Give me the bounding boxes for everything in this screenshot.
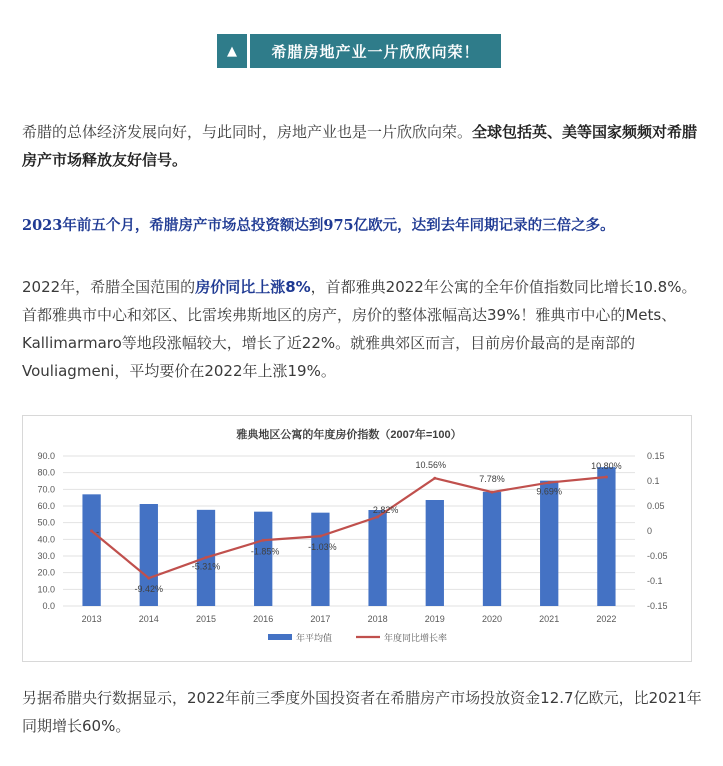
data-label: -1.03% (308, 542, 337, 553)
growth-rate-line (92, 477, 607, 578)
x-tick-label: 2019 (424, 614, 445, 624)
price-text-b: ，首都雅典2022年公寓的全年价值指数同比增长10.8%。首都雅典市中心和郊区、比雷埃弗斯地区的房产，房价的整体涨幅高达39%！雅典市中心的Mets、Kallimarmaro等地段涨幅较大，增长了近22%。就雅典郊区而言，目前房价最高的是南部的Vouliagmeni，平均要价在2022年上涨19%。 (22, 278, 697, 380)
data-label: 10.56% (415, 460, 447, 471)
intro-text: 希腊的总体经济发展向好，与此同时，房地产业也是一片欣欣向荣。 (22, 123, 473, 141)
growth-point-2020 (491, 491, 494, 494)
x-tick-label: 2020 (481, 614, 503, 624)
growth-point-2022 (605, 476, 608, 479)
y-tick-label: 0.0 (42, 601, 55, 611)
growth-point-2021 (548, 481, 551, 484)
y2-tick-label: 0 (647, 526, 653, 536)
y-tick-label: 40.0 (37, 534, 55, 545)
legend-line-label: 年度同比增长率 (384, 633, 448, 643)
bar-2021 (540, 481, 558, 606)
growth-point-2017 (319, 535, 322, 538)
paragraph-price-growth (22, 273, 702, 385)
y2-tick-label: -0.05 (647, 551, 668, 561)
bar-2020 (483, 492, 501, 606)
bar-2018 (368, 510, 386, 606)
y-tick-label: 10.0 (37, 584, 55, 595)
x-tick-label: 2018 (367, 614, 388, 624)
y-tick-label: 50.0 (37, 517, 55, 528)
data-label: -9.42% (134, 584, 164, 595)
x-tick-label: 2013 (81, 614, 102, 624)
growth-point-2015 (205, 556, 208, 559)
x-tick-label: 2015 (195, 614, 217, 624)
y2-tick-label: 0.15 (647, 451, 665, 461)
data-label: - (96, 527, 100, 537)
paragraph-foreign-investment: 另据希腊央行数据显示，2022年前三季度外国投资者在希腊房产市场投放资金12.7亿欧元，比2021年同期增长60%。 (22, 689, 702, 735)
y2-tick-label: -0.1 (647, 576, 663, 586)
growth-point-2014 (147, 577, 150, 580)
x-tick-label: 2022 (596, 614, 617, 624)
triangle-up-icon: ▲ (217, 34, 247, 68)
data-label: 7.78% (479, 474, 505, 485)
intro-bold-text: 全球包括英、美等国家频频对希腊房产市场释放友好信号。 (22, 123, 698, 169)
price-text-a: 2022年，希腊全国范围的 (22, 278, 196, 296)
legend-bar-swatch (268, 634, 292, 640)
x-tick-label: 2016 (253, 614, 274, 624)
section-banner (217, 34, 501, 68)
bar-2013 (82, 494, 100, 606)
growth-point-2019 (433, 477, 436, 480)
chart-svg (23, 416, 691, 661)
chart-title: 雅典地区公寓的年度房价指数（2007年=100） (236, 429, 462, 441)
y-tick-label: 60.0 (37, 501, 55, 511)
bar-2017 (311, 513, 329, 606)
paragraph-intro (22, 118, 702, 174)
bar-2016 (254, 512, 272, 606)
growth-point-2018 (376, 515, 379, 518)
y-tick-label: 80.0 (37, 467, 55, 478)
x-tick-label: 2021 (539, 614, 560, 624)
data-label: -1.85% (250, 546, 280, 557)
data-label: 2.82% (372, 504, 399, 515)
x-tick-label: 2014 (138, 614, 159, 624)
y-tick-label: 30.0 (37, 551, 55, 561)
growth-point-2013 (90, 530, 93, 533)
paragraph-investment-highlight: 2023年前五个月，希腊房产市场总投资额达到975亿欧元，达到去年同期记录的三倍之多。 (22, 217, 615, 234)
y2-tick-label: 0.1 (647, 476, 660, 486)
y-tick-label: 70.0 (37, 484, 55, 495)
price-highlight: 房价同比上涨8% (195, 278, 311, 296)
data-label: 9.69% (536, 486, 562, 497)
banner-title: 希腊房地产业一片欣欣向荣！ (250, 34, 501, 68)
bar-2022 (597, 467, 615, 606)
growth-point-2016 (262, 539, 265, 542)
price-index-chart (22, 415, 692, 662)
x-tick-label: 2017 (310, 614, 331, 624)
bar-2019 (426, 500, 444, 606)
y-tick-label: 20.0 (37, 567, 55, 578)
data-label: -5.31% (191, 561, 221, 572)
legend-bar-label: 年平均值 (296, 633, 333, 643)
y2-tick-label: -0.15 (647, 601, 668, 611)
data-label: 10.80% (591, 461, 622, 471)
y2-tick-label: 0.05 (647, 501, 665, 511)
y-tick-label: 90.0 (37, 451, 55, 461)
